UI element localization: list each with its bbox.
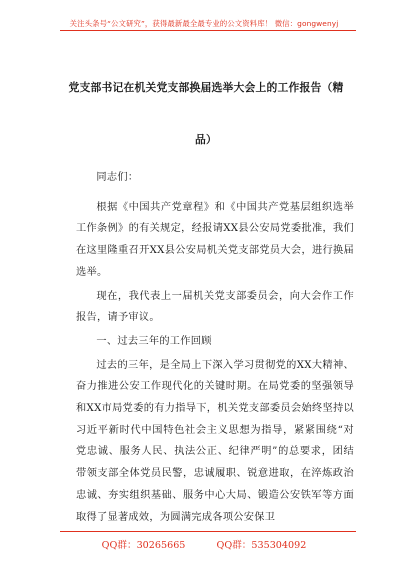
- paragraph: 过去的三年，是全局上下深入学习贯彻党的XX大精神、奋力推进公安工作现代化的关键时期。在局党委的坚强领导和XX市局党委的有力指导下，机关党支部委员会始终坚持以习近平新时代中国特色社会主义思想为指导，紧紧围绕“对党忠诚、服务人民、执法公正、纪律严明”的总要求，团结带领支部全体党员民警，忠诚履职、锐意进取，在淬炼政治忠诚、夯实组织基础、服务中心大局、锻造公安铁军等方面取得了显著成效，为圆满完成各项公安保卫: [76, 359, 354, 523]
- title-line-2: 品）: [195, 133, 217, 146]
- footer: [0, 537, 408, 551]
- document-body: [76, 167, 354, 528]
- header-banner: 关注头条号“公文研究”，获得最新最全最专业的公文资料库！ 微信：gongwenyj: [69, 19, 339, 28]
- paragraph: 现在，我代表上一届机关党支部委员会，向大会作工作报告，请予审议。: [76, 290, 354, 324]
- footer-divider: [60, 531, 356, 532]
- header-divider: [60, 30, 356, 31]
- footer-qq-group-2: QQ群：535304092: [216, 540, 307, 551]
- paragraph: 根据《中国共产党章程》和《中国共产党基层组织选举工作条例》的有关规定，经报请XX县公安局党委批准，我们在这里隆重召开XX县公安局机关党支部党员大会，进行换届选举。: [76, 201, 354, 278]
- salutation: 同志们：: [96, 172, 139, 183]
- section-heading: 一、过去三年的工作回顾: [96, 335, 212, 347]
- document-title: [56, 62, 356, 166]
- title-line-1: 党支部书记在机关党支部换届选举大会上的工作报告（精: [68, 81, 344, 94]
- footer-qq-group-1: QQ群：30265665: [101, 540, 186, 551]
